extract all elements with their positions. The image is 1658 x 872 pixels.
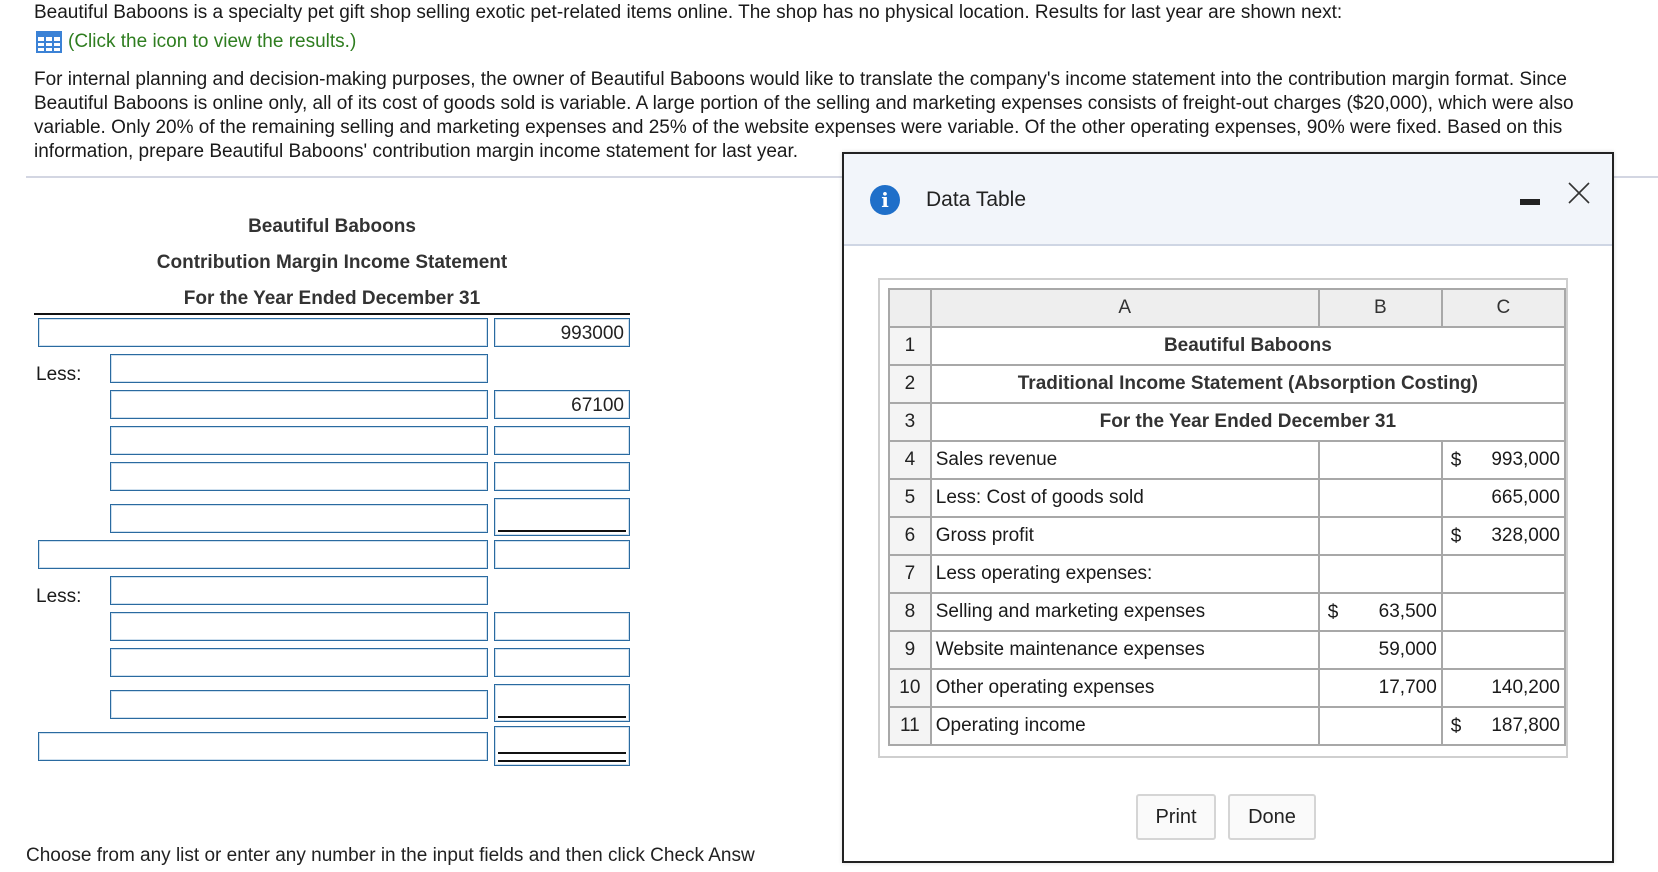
info-icon: i [870,185,900,215]
amount: 63,500 [1378,601,1437,622]
col-b-value [1319,707,1442,745]
print-button[interactable]: Print [1136,794,1216,840]
amount: 665,000 [1491,487,1560,508]
statement-title: Contribution Margin Income Statement [156,252,508,273]
instructions-paragraph [34,68,1614,164]
column-header-c: C [1442,289,1565,327]
table-row [889,479,1565,517]
table-row [889,403,1565,441]
dollar-sign: $ [1450,716,1462,737]
table-row [889,669,1565,707]
col-b-value [1319,631,1442,669]
operating-income-amount-input[interactable] [494,726,630,766]
col-b-value [1319,593,1442,631]
table-row [889,365,1565,403]
close-icon [1564,178,1594,208]
variable-cost-label-input[interactable] [110,426,488,455]
less-label: Less: [36,586,82,607]
col-c-value [1442,631,1565,669]
row-number: 2 [889,365,931,403]
col-c-value [1442,441,1565,479]
amount: 17,700 [1378,677,1437,698]
table-period: For the Year Ended December 31 [931,403,1565,441]
table-row [889,441,1565,479]
column-header-b: B [1319,289,1442,327]
amount: 140,200 [1491,677,1560,698]
corner-cell [889,289,931,327]
row-number: 8 [889,593,931,631]
col-b-value [1319,479,1442,517]
variable-cost-label-input[interactable] [110,504,488,533]
less-label: Less: [36,364,82,385]
amount: 993,000 [1491,449,1560,470]
row-label: Selling and marketing expenses [931,593,1319,631]
row-number: 6 [889,517,931,555]
row-number: 11 [889,707,931,745]
row-number: 9 [889,631,931,669]
table-row [889,593,1565,631]
close-button[interactable] [1564,178,1594,208]
table-grid-icon[interactable] [36,31,62,53]
view-results-label[interactable]: (Click the icon to view the results.) [68,31,357,52]
variable-cost-amount-input[interactable] [494,498,630,536]
operating-income-label-input[interactable] [38,732,488,761]
table-row [889,517,1565,555]
dollar-sign: $ [1327,602,1339,623]
sales-amount-input[interactable]: 993000 [494,318,630,347]
sales-label-input[interactable] [38,318,488,347]
row-number: 3 [889,403,931,441]
fixed-cost-label-input[interactable] [110,612,488,641]
dollar-sign: $ [1450,450,1462,471]
statement-period: For the Year Ended December 31 [183,288,481,309]
column-header-a: A [931,289,1319,327]
variable-cost-label-input[interactable] [110,390,488,419]
instructions-line: variable. Only 20% of the remaining selling and marketing expenses and 25% of the website expenses were variable. Of the other operating expenses, 90% were fixed. Based on this [34,117,1563,138]
amount: 187,800 [1491,715,1560,736]
data-table-frame [878,278,1568,758]
dollar-sign: $ [1450,526,1462,547]
row-label: Less: Cost of goods sold [931,479,1319,517]
col-c-value [1442,669,1565,707]
instructions-line: For internal planning and decision-making purposes, the owner of Beautiful Baboons would like to translate the company's income statement into the contribution margin format. Since [34,69,1567,90]
row-number: 5 [889,479,931,517]
row-label: Operating income [931,707,1319,745]
table-company-title: Beautiful Baboons [931,327,1565,365]
col-c-value [1442,555,1565,593]
fixed-costs-heading-input[interactable] [110,576,488,605]
instructions-line: Beautiful Baboons is online only, all of its cost of goods sold is variable. A large portion of the selling and marketing expenses consists of freight-out charges ($20,000), which were also [34,93,1574,114]
table-row [889,631,1565,669]
table-statement-title: Traditional Income Statement (Absorption Costing) [931,365,1565,403]
col-b-value [1319,441,1442,479]
fixed-cost-label-input[interactable] [110,690,488,719]
fixed-cost-label-input[interactable] [110,648,488,677]
col-b-value [1319,517,1442,555]
variable-cost-amount-input[interactable] [494,462,630,491]
dialog-title: Data Table [926,188,1027,211]
table-row [889,555,1565,593]
variable-cost-label-input[interactable] [110,462,488,491]
instructions-line: information, prepare Beautiful Baboons' contribution margin income statement for last year. [34,141,799,162]
minimize-button[interactable] [1520,190,1542,212]
row-label: Sales revenue [931,441,1319,479]
variable-costs-heading-input[interactable] [110,354,488,383]
row-label: Less operating expenses: [931,555,1319,593]
row-number: 7 [889,555,931,593]
column-header-row [889,289,1565,327]
fixed-cost-amount-input[interactable] [494,648,630,677]
header-rule [34,313,630,315]
amount: 59,000 [1378,639,1437,660]
variable-cost-amount-input[interactable] [494,426,630,455]
table-row [889,707,1565,745]
table-row [889,327,1565,365]
col-c-value [1442,707,1565,745]
footer-instructions: Choose from any list or enter any number in the input fields and then click Check Answ [26,845,755,866]
col-b-value [1319,669,1442,707]
fixed-cost-amount-input[interactable] [494,612,630,641]
done-button[interactable]: Done [1228,794,1316,840]
dialog-header [844,154,1612,246]
row-label: Other operating expenses [931,669,1319,707]
contribution-margin-amount-input[interactable] [494,540,630,569]
data-table [888,288,1566,746]
contribution-margin-label-input[interactable] [38,540,488,569]
col-b-value [1319,555,1442,593]
col-c-value [1442,593,1565,631]
row-label: Gross profit [931,517,1319,555]
variable-cost-amount-input[interactable]: 67100 [494,390,630,419]
view-results-link[interactable] [36,30,356,54]
row-number: 10 [889,669,931,707]
data-table-dialog [842,152,1614,863]
row-label: Website maintenance expenses [931,631,1319,669]
question-intro: Beautiful Baboons is a specialty pet gift shop selling exotic pet-related items online. The shop has no physical location. Results for last year are shown next: [34,2,1343,23]
statement-company: Beautiful Baboons [248,216,416,237]
row-number: 4 [889,441,931,479]
col-c-value [1442,517,1565,555]
amount: 328,000 [1491,525,1560,546]
minimize-icon [1520,199,1540,205]
row-number: 1 [889,327,931,365]
fixed-cost-amount-input[interactable] [494,684,630,722]
col-c-value [1442,479,1565,517]
